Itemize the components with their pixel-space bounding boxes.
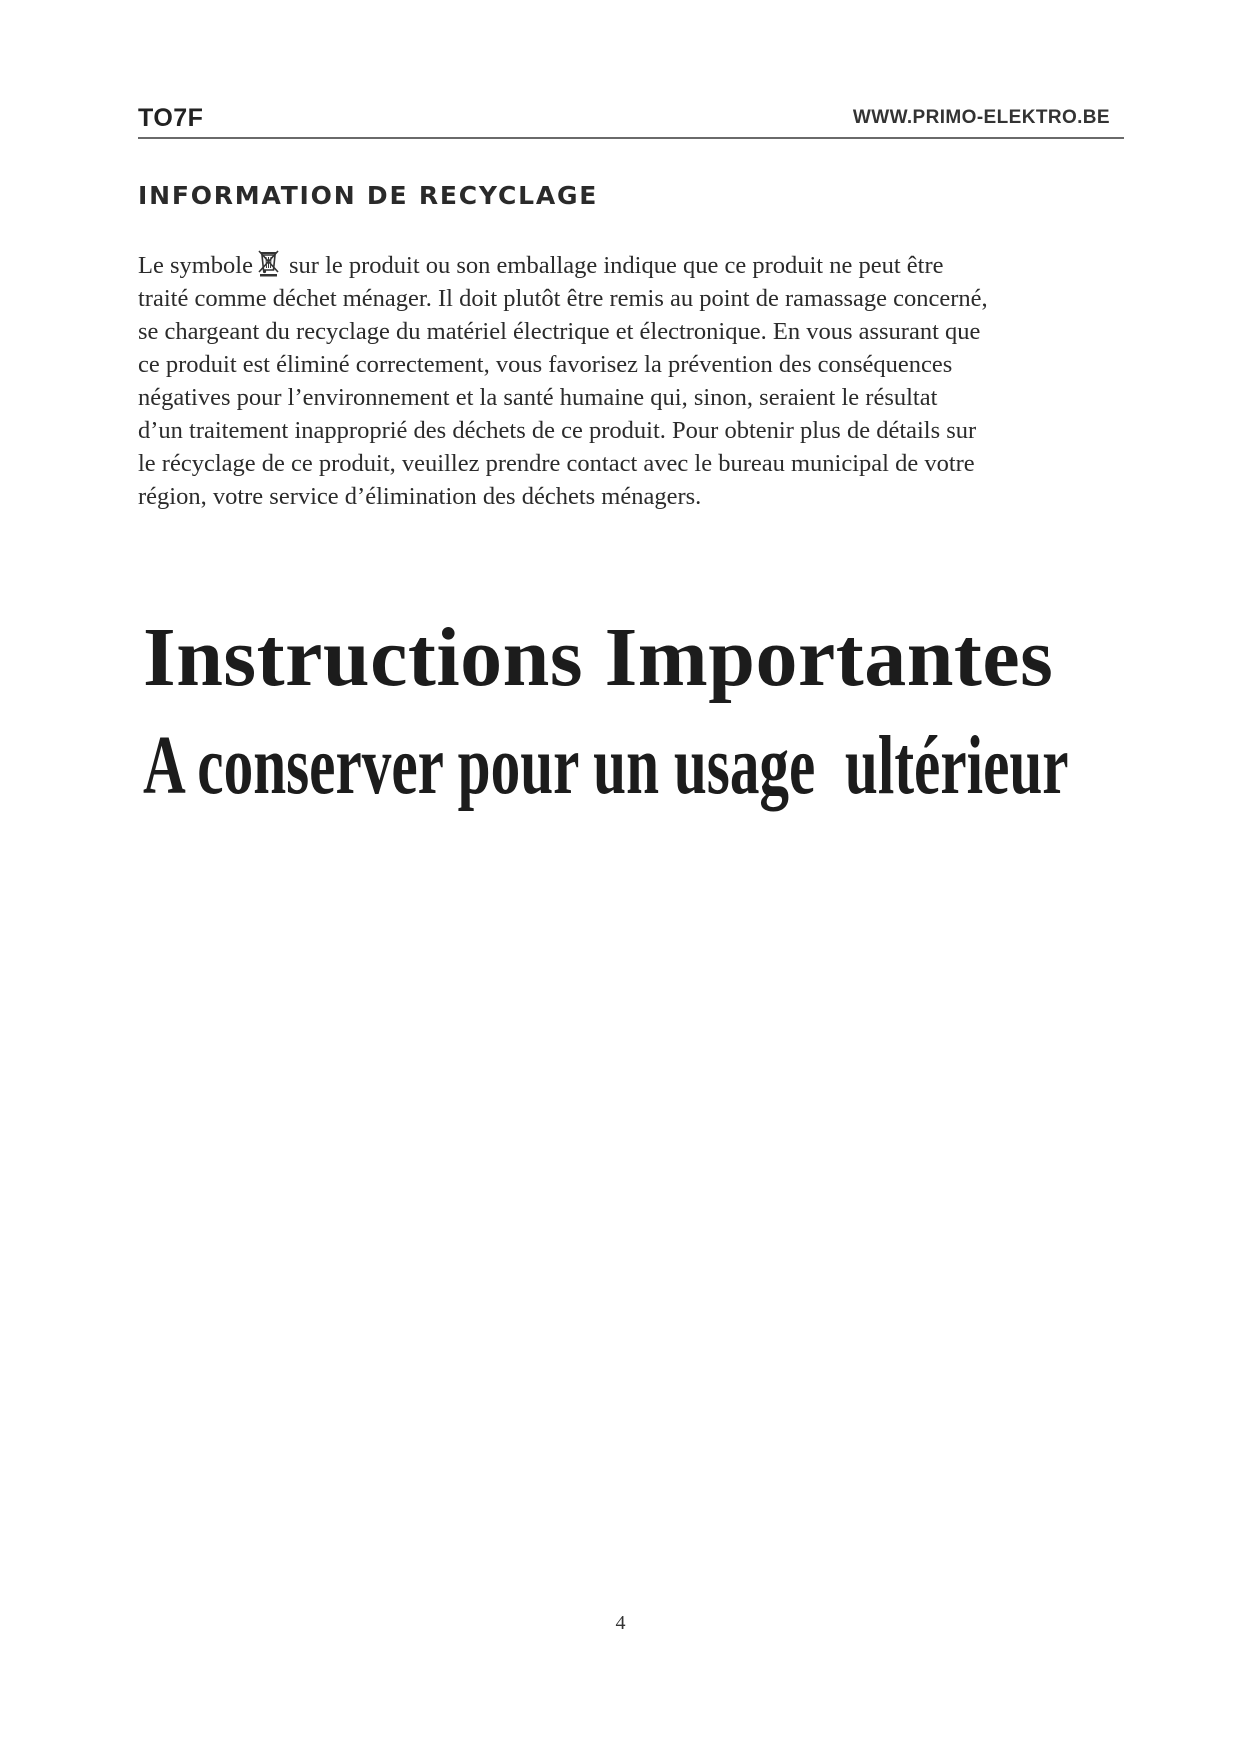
header-divider: [138, 137, 1124, 139]
page-header: [138, 104, 1124, 138]
important-instructions-title: Instructions Importantes: [143, 611, 1054, 704]
crossed-out-wheelie-bin-icon: [257, 249, 281, 277]
keep-for-future-use-subtitle: A conserver pour un usage ultérieur: [143, 719, 1069, 812]
recycling-heading: INFORMATION DE RECYCLAGE: [138, 181, 599, 210]
model-name: TO7F: [138, 104, 204, 132]
page-number: 4: [615, 1612, 626, 1634]
website-url: WWW.PRIMO-ELEKTRO.BE: [852, 107, 1110, 128]
recycling-text-start: Le symbole: [138, 252, 253, 279]
recycling-paragraph: [138, 249, 1098, 513]
recycling-text-rest: sur le produit ou son emballage indique que ce produit ne peut être traité comme déchet ménager. Il doit plutôt être remis au point de ramassage concerné, se chargeant du recyclage du matériel électrique et électronique. En vous assurant que ce produit est éliminé correctement, vous favorisez la prévention des conséquences négatives pour l’environnement et la santé humaine qui, sinon, seraient le résultat d’un traitement inapproprié des déchets de ce produit. Pour obtenir plus de détails sur le récyclage de ce produit, veuillez prendre contact avec le bureau municipal de votre région, votre service d’élimination des déchets ménagers.: [138, 252, 988, 510]
